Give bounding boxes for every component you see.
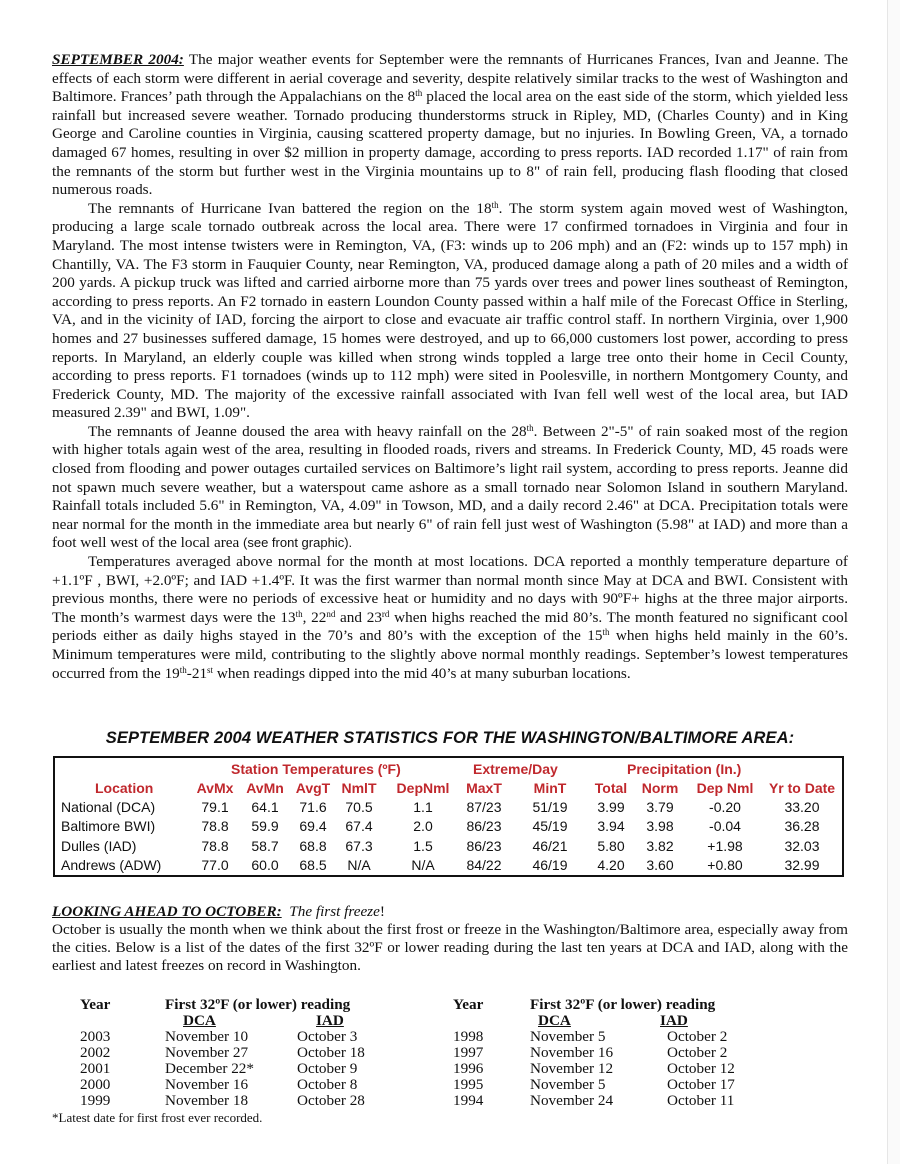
column-header-maxt: MaxT	[466, 780, 502, 796]
freeze-iad: October 18	[297, 1044, 365, 1061]
table-row-location: Baltimore BWI)	[61, 818, 156, 834]
table-cell: 4.20	[597, 857, 625, 873]
column-header-avmn: AvMn	[246, 780, 284, 796]
freeze-dca: November 24	[530, 1092, 614, 1109]
outlook-heading-line: LOOKING AHEAD TO OCTOBER: The first freeze!	[52, 903, 385, 920]
table-cell: +1.98	[707, 838, 743, 854]
table-cell: 78.8	[201, 838, 229, 854]
table-cell: 2.0	[413, 818, 433, 834]
table-cell: 32.03	[784, 838, 820, 854]
table-cell: 86/23	[466, 818, 502, 834]
table-row-location: National (DCA)	[61, 799, 156, 815]
group-header-precipitation: Precipitation (In.)	[627, 761, 742, 777]
table-cell: 67.4	[345, 818, 373, 834]
table-cell: 32.99	[784, 857, 820, 873]
table-cell: 68.5	[299, 857, 327, 873]
table-cell: 79.1	[201, 799, 229, 815]
freeze-dca: November 16	[530, 1044, 614, 1061]
table-cell: 87/23	[466, 799, 502, 815]
freeze-iad: October 28	[297, 1092, 365, 1109]
table-cell: 86/23	[466, 838, 502, 854]
freeze-year: 1995	[453, 1076, 484, 1093]
table-cell: +0.80	[707, 857, 743, 873]
freeze-dca: December 22*	[165, 1060, 254, 1077]
table-cell: 33.20	[784, 799, 820, 815]
table-cell: 58.7	[251, 838, 279, 854]
paragraph-jeanne: The remnants of Jeanne doused the area with heavy rainfall on the 28th. Between 2"-5" of rain soaked most of the region with higher totals again west of the area, resulting in flooded roads, rivers and streams. In Frederick County, MD, 45 roads were closed from flooding and power outages curtailed services on Baltimore’s light rail system, according to press reports. Jeanne did not spawn much severe weather, but a waterspout came ashore as a small tornado near Solomon Island in southern Maryland. Rainfall totals included 5.6" in Remington, VA, 4.09" in Towson, MD, and a daily record 2.46" at DCA. Precipitation totals were near normal for the month in the immediate area but nearly 6" of rain fell just west of Washington (5.98" at IAD) and more than a foot well west of the local area (see front graphic).	[52, 422, 848, 552]
table-row-location: Dulles (IAD)	[61, 838, 137, 854]
footnote: *Latest date for first frost ever recorded.	[52, 1110, 263, 1125]
table-cell: 71.6	[299, 799, 327, 815]
iad-header: IAD	[660, 1012, 688, 1029]
freeze-dca: November 16	[165, 1076, 249, 1093]
table-cell: 1.1	[413, 799, 433, 815]
group-header-temperatures: Station Temperatures (ºF)	[231, 761, 401, 777]
column-header-avmx: AvMx	[196, 780, 234, 796]
weather-stats-table	[53, 756, 844, 877]
table-cell: 77.0	[201, 857, 229, 873]
table-cell: 67.3	[345, 838, 373, 854]
table-cell: 51/19	[532, 799, 568, 815]
table-cell: 84/22	[466, 857, 502, 873]
table-cell: 45/19	[532, 818, 568, 834]
freeze-year: 1997	[453, 1044, 484, 1061]
group-header-extreme: Extreme/Day	[473, 761, 558, 777]
table-cell: 3.98	[646, 818, 674, 834]
freeze-year: 2000	[80, 1076, 111, 1093]
dca-header: DCA	[183, 1012, 216, 1029]
paragraph-frances: SEPTEMBER 2004: The major weather events for September were the remnants of Hurricanes Frances, Ivan and Jeanne. The effects of each storm were different in aerial coverage and severity, despite relatively similar tracks to the west of Washington and Baltimore. Frances’ path through the Appalachians on the 8th placed the local area on the east side of the storm, which yielded less rainfall but increased severe weather. Tornado producing thunderstorms struck in Ripley, MD, (Charles County) and in King George and Caroline counties in Virginia, causing scattered property damage, but no injuries. In Bowling Green, VA, a tornado damaged 67 homes, resulting in over $2 million in property damage, according to press reports. IAD recorded 1.17" of rain from the remnants of the storm but further west in the Virginia mountains up to 8" of rain fell, producing flash flooding that closed numerous roads.	[52, 51, 848, 199]
year-header: Year	[80, 996, 111, 1013]
freeze-dca: November 27	[165, 1044, 249, 1061]
table-cell: -0.20	[709, 799, 741, 815]
outlook-subheading: The first freeze	[289, 903, 380, 920]
column-header-yr-to-date: Yr to Date	[768, 780, 836, 796]
freeze-dca: November 10	[165, 1028, 249, 1045]
freeze-iad: October 9	[297, 1060, 358, 1077]
freeze-dca: November 12	[530, 1060, 614, 1077]
table-cell: 36.28	[784, 818, 820, 834]
column-header-dep-nml: Dep Nml	[696, 780, 754, 796]
table-cell: 69.4	[299, 818, 327, 834]
table-cell: 1.5	[413, 838, 433, 854]
iad-header: IAD	[316, 1012, 344, 1029]
reading-header: First 32ºF (or lower) reading	[530, 996, 716, 1013]
freeze-year: 2003	[80, 1028, 111, 1045]
dca-header: DCA	[538, 1012, 571, 1029]
column-header-total: Total	[594, 780, 628, 796]
freeze-year: 1998	[453, 1028, 484, 1045]
freeze-year: 2001	[80, 1060, 111, 1077]
table-cell: N/A	[411, 857, 435, 873]
freeze-iad: October 2	[667, 1028, 728, 1045]
column-header-depnml: DepNml	[396, 780, 450, 796]
paragraph-ivan: The remnants of Hurricane Ivan battered the region on the 18th. The storm system again moved west of Washington, producing a large scale tornado outbreak across the local area. There were 17 confirmed tornadoes in Virginia and four in Maryland. The most intense twisters were in Remington, VA, (F3: winds up to 206 mph) and an (F2: winds up to 157 mph) in Chantilly, VA. The F3 storm in Fauquier County, near Remington, VA, produced damage along a path of 20 miles and a width of 200 yards. A pickup truck was lifted and carried airborne more than 75 yards over trees and power lines southeast of Remington, according to press reports. An F2 tornado in eastern Loundon County passed within a half mile of the Forecast Office in Sterling, VA, and in the vicinity of IAD, forcing the airport to close and evacuate air traffic control staff. In northern Virginia, over 1,900 homes and 27 businesses suffered damage, 15 homes were destroyed, and up to 66,000 customers lost power, according to press reports. In Maryland, an elderly couple was killed when strong winds toppled a large tree onto their home in Cecil County, according to press reports. F1 tornadoes (winds up to 112 mph) were sited in Poolesville, in northern Montgomery County, and Frederick County, MD. The majority of the excessive rainfall associated with Ivan fell well west of the local area, but IAD measured 2.39" and BWI, 1.09".	[52, 199, 848, 422]
stats-title: SEPTEMBER 2004 WEATHER STATISTICS FOR THE WASHINGTON/BALTIMORE AREA:	[105, 729, 795, 747]
freeze-iad: October 11	[667, 1092, 735, 1109]
table-cell: 3.60	[646, 857, 674, 873]
table-cell: 3.79	[646, 799, 674, 815]
table-cell: 59.9	[251, 818, 279, 834]
freeze-year: 1994	[453, 1092, 484, 1109]
september-heading: SEPTEMBER 2004:	[52, 51, 184, 68]
table-cell: 3.99	[597, 799, 625, 815]
table-cell: 46/19	[532, 857, 568, 873]
table-cell: 78.8	[201, 818, 229, 834]
freeze-dca: November 5	[530, 1028, 606, 1045]
freeze-iad: October 8	[297, 1076, 358, 1093]
table-cell: 3.94	[597, 818, 625, 834]
table-cell: 46/21	[532, 838, 568, 854]
october-outlook	[52, 903, 848, 975]
table-cell: 3.82	[646, 838, 674, 854]
freeze-dca: November 18	[165, 1092, 249, 1109]
paragraph-temperatures: Temperatures averaged above normal for the month at most locations. DCA reported a monthly temperature departure of +1.1ºF , BWI, +2.0ºF; and IAD +1.4ºF. It was the first warmer than normal month since May at DCA and BWI. Consistent with previous months, there were no periods of excessive heat or humidity and no days with 90ºF+ highs at the three major airports. The month’s warmest days were the 13th, 22nd and 23rd when highs reached the mid 80’s. The month featured no significant cool periods either as daily highs stayed in the 70’s and 80’s with the exception of the 15th when highs held mainly in the 60’s. Minimum temperatures were mild, contributing to the slightly above normal monthly readings. September’s lowest temperatures occurred from the 19th-21st when readings dipped into the mid 40’s at many suburban locations.	[52, 553, 848, 682]
column-header-avgt: AvgT	[295, 780, 331, 796]
table-cell: 64.1	[251, 799, 279, 815]
table-cell: -0.04	[709, 818, 741, 834]
column-header-location: Location	[95, 780, 154, 796]
table-cell: 5.80	[597, 838, 625, 854]
page-edge	[887, 0, 900, 1164]
freeze-iad: October 17	[667, 1076, 735, 1093]
table-row-location: Andrews (ADW)	[61, 857, 162, 873]
freeze-year: 1999	[80, 1092, 111, 1109]
table-cell: 68.8	[299, 838, 327, 854]
year-header: Year	[453, 996, 484, 1013]
table-cell: N/A	[347, 857, 371, 873]
column-header-mint: MinT	[533, 780, 567, 796]
freeze-year: 2002	[80, 1044, 111, 1061]
freeze-year: 1996	[453, 1060, 484, 1077]
freeze-iad: October 12	[667, 1060, 735, 1077]
september-narrative	[52, 51, 848, 683]
column-header-nmlt: NmlT	[341, 780, 377, 796]
freeze-iad: October 3	[297, 1028, 358, 1045]
reading-header: First 32ºF (or lower) reading	[165, 996, 351, 1013]
column-header-norm: Norm	[641, 780, 679, 796]
freeze-iad: October 2	[667, 1044, 728, 1061]
outlook-body: October is usually the month when we think about the first frost or freeze in the Washington/Baltimore area, especially away from the cities. Below is a list of the dates of the first 32ºF or lower reading during the last ten years at DCA and IAD, along with the earliest and latest freezes on record in Washington.	[52, 921, 848, 974]
table-cell: 70.5	[345, 799, 373, 815]
table-cell: 60.0	[251, 857, 279, 873]
freeze-dca: November 5	[530, 1076, 606, 1093]
outlook-heading: LOOKING AHEAD TO OCTOBER:	[52, 903, 282, 920]
